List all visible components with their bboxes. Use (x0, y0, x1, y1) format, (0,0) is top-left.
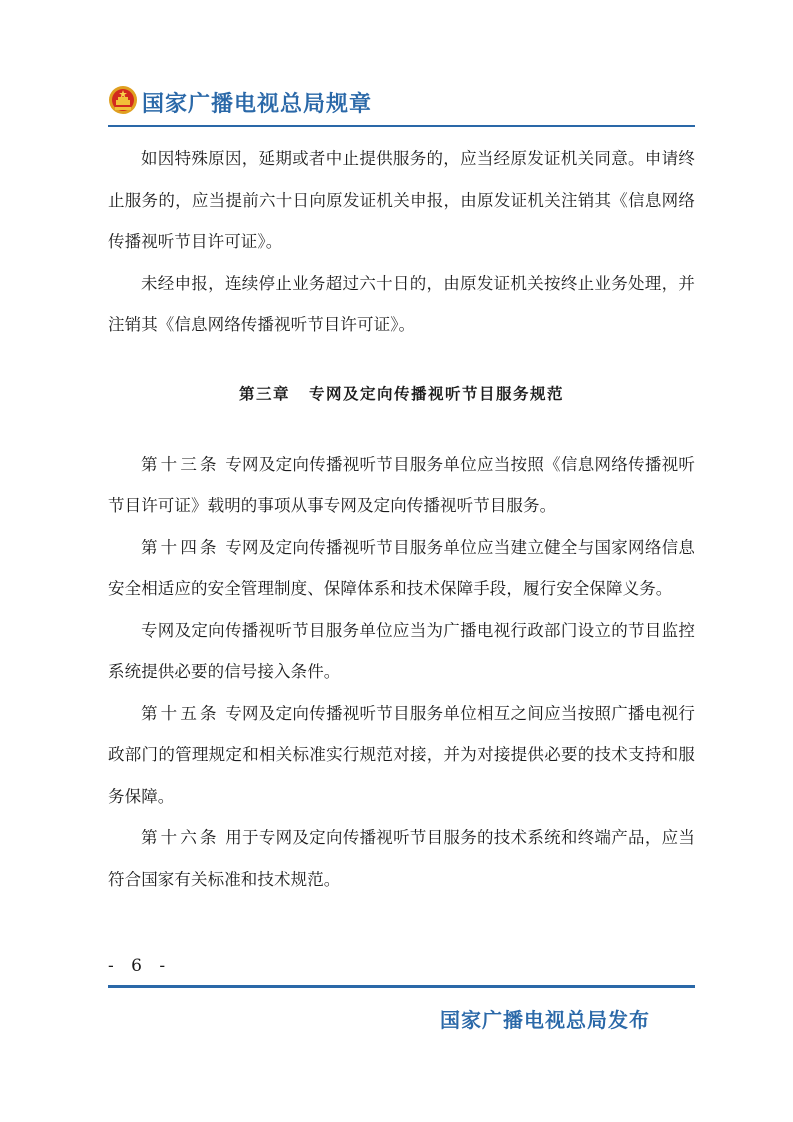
article-text: 用于专网及定向传播视听节目服务的技术系统和终端产品，应当符合国家有关标准和技术规范。 (108, 828, 695, 889)
article-text: 专网及定向传播视听节目服务单位应当建立健全与国家网络信息安全相适应的安全管理制度、保障体系和技术保障手段，履行安全保障义务。 (108, 537, 695, 598)
article-paragraph (108, 610, 695, 693)
chapter-heading (108, 382, 695, 404)
chapter-number: 第三章 (239, 383, 291, 403)
article-text: 专网及定向传播视听节目服务单位相互之间应当按照广播电视行政部门的管理规定和相关标准实行规范对接，并为对接提供必要的技术支持和服务保障。 (108, 703, 695, 806)
article-label: 第十六条 (141, 828, 220, 847)
footer-divider (108, 985, 695, 988)
chapter-title: 专网及定向传播视听节目服务规范 (308, 383, 564, 403)
national-emblem-icon (108, 85, 138, 115)
article-text: 专网及定向传播视听节目服务单位应当按照《信息网络传播视听节目许可证》载明的事项从事专网及定向传播视听节目服务。 (108, 454, 695, 515)
article-text: 专网及定向传播视听节目服务单位应当为广播电视行政部门设立的节目监控系统提供必要的信号接入条件。 (108, 620, 695, 681)
article-label: 第十五条 (141, 703, 220, 723)
document-body (108, 138, 695, 900)
article-label: 第十三条 (141, 454, 220, 474)
paragraph: 未经申报，连续停止业务超过六十日的，由原发证机关按终止业务处理，并注销其《信息网络传播视听节目许可证》。 (108, 273, 695, 334)
article-paragraph (108, 693, 695, 818)
header-title: 国家广播电视总局规章 (142, 92, 373, 117)
article-paragraph (108, 444, 695, 527)
footer-publisher: 国家广播电视总局发布 (440, 1008, 650, 1032)
article-paragraph (108, 527, 695, 610)
article-label: 第十四条 (141, 537, 220, 557)
page-number: - 6 - (108, 956, 172, 976)
paragraph: 如因特殊原因，延期或者中止提供服务的，应当经原发证机关同意。申请终止服务的，应当提前六十日向原发证机关申报，由原发证机关注销其《信息网络传播视听节目许可证》。 (108, 149, 695, 251)
article-paragraph (108, 817, 695, 900)
page-header (108, 82, 695, 122)
header-divider (108, 125, 695, 127)
